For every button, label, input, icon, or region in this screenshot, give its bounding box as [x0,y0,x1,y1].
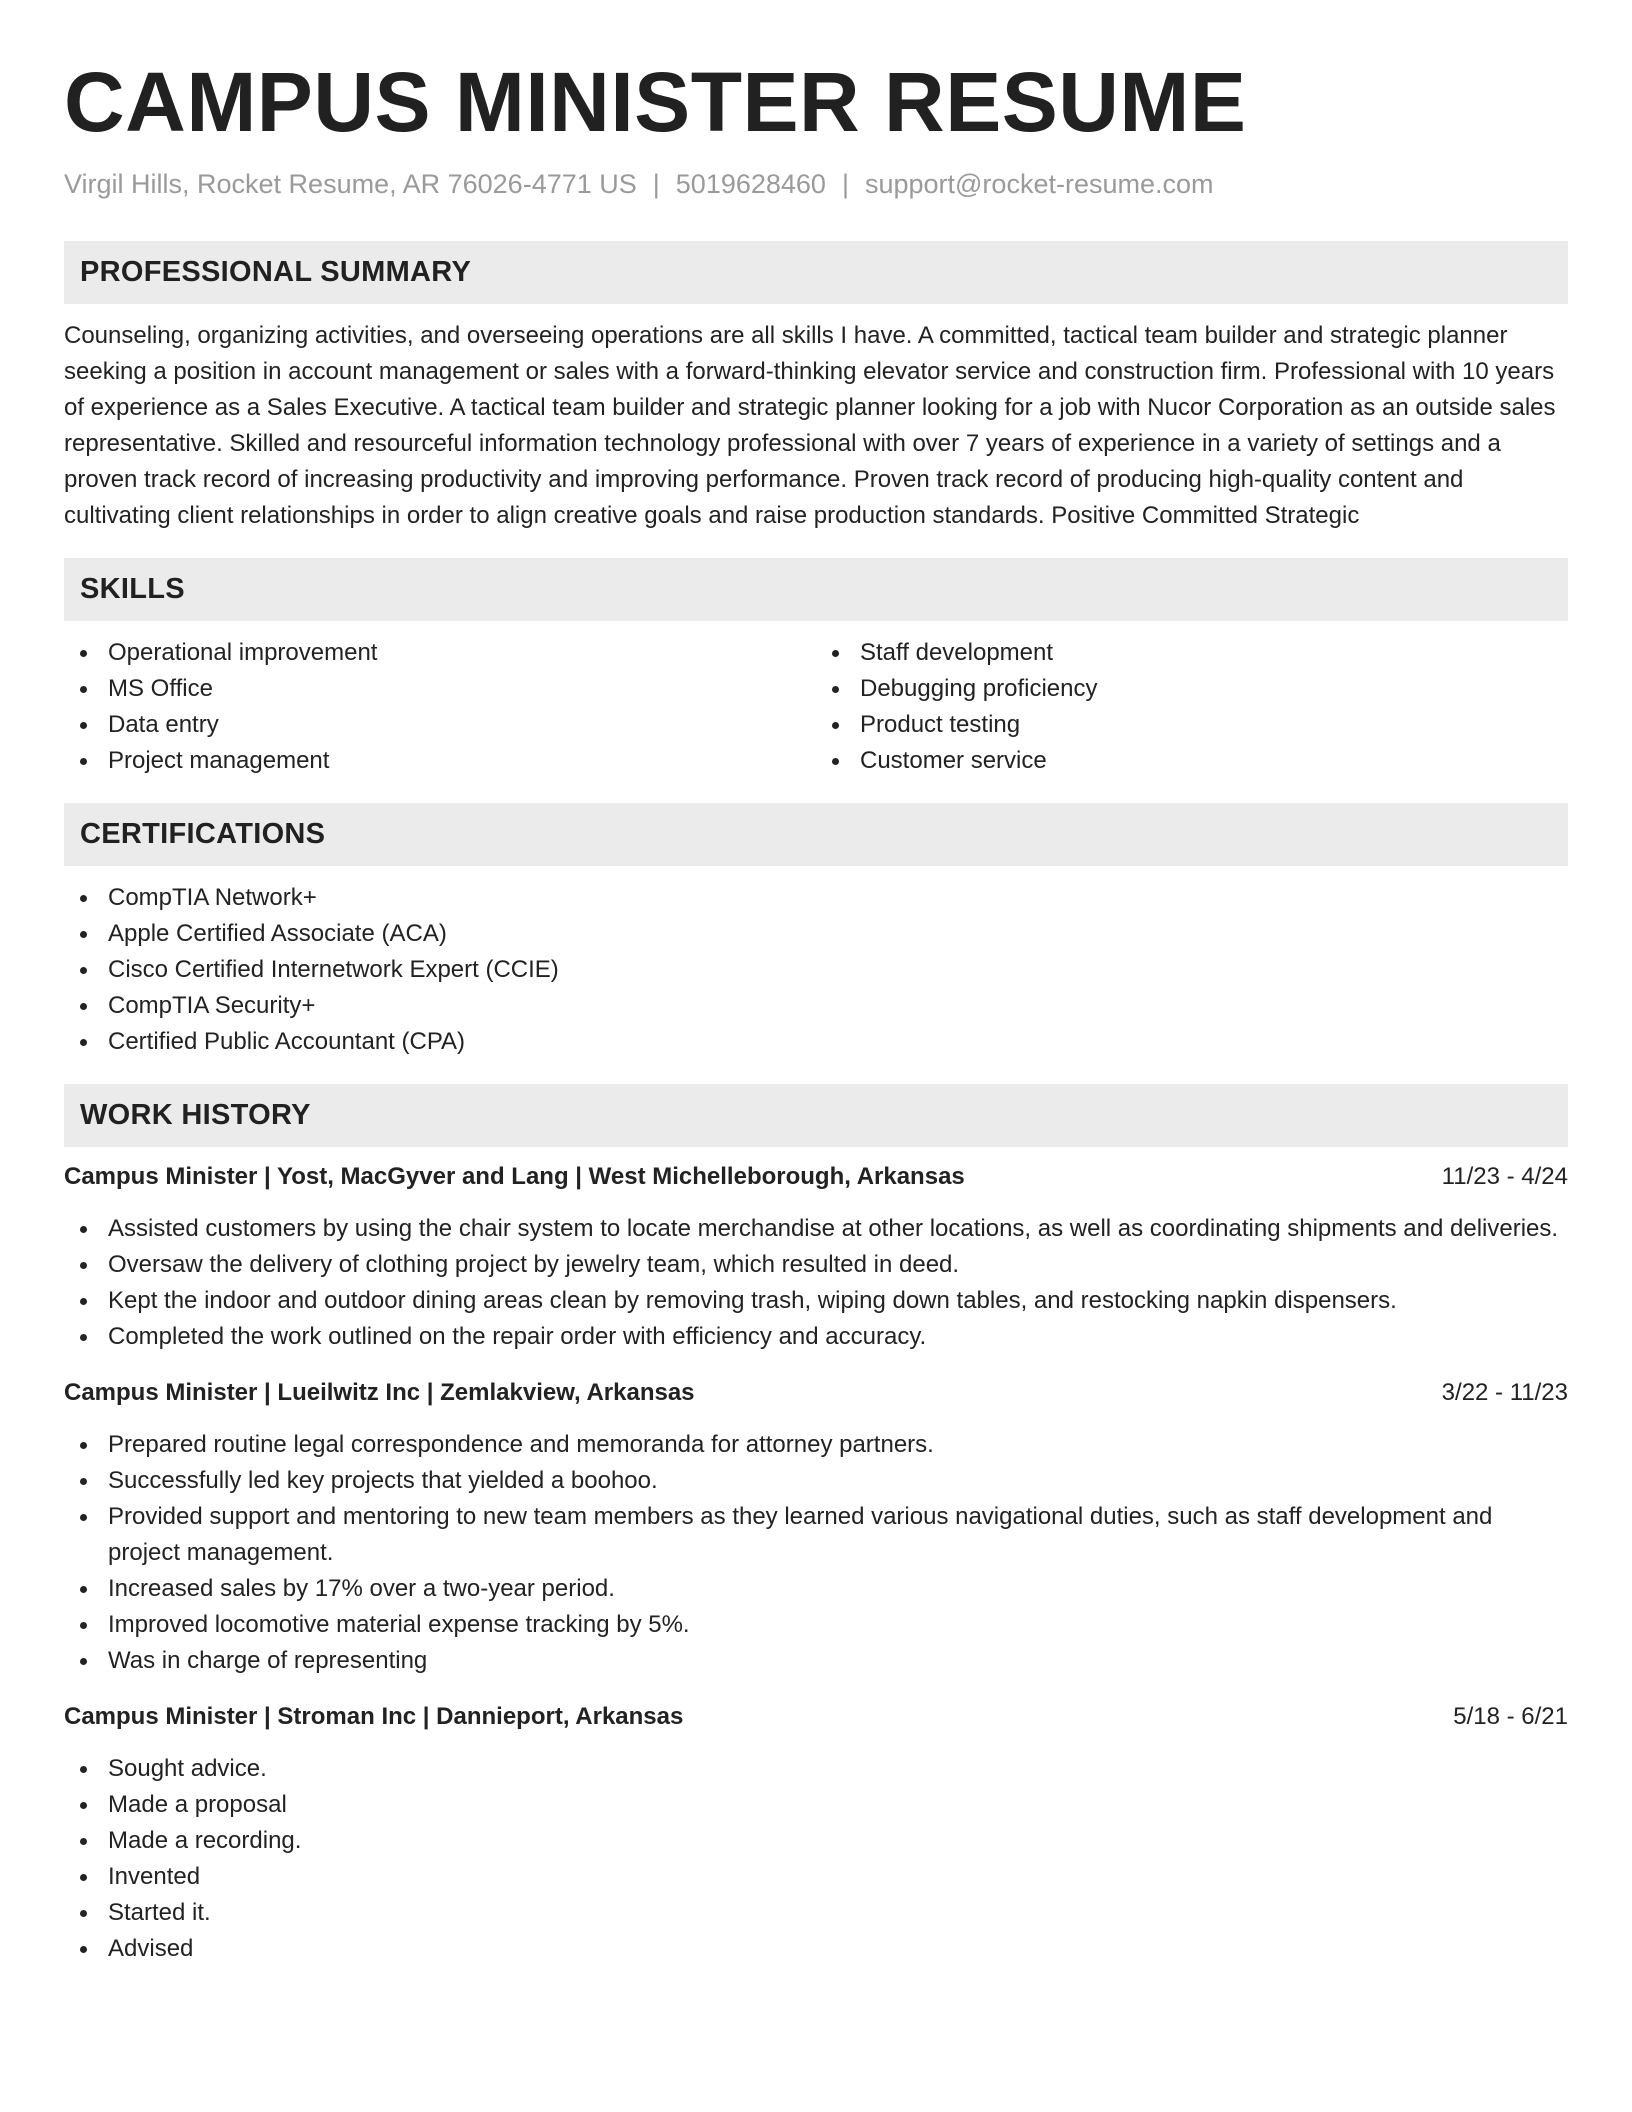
job-bullet: Kept the indoor and outdoor dining areas clean by removing trash, wiping down tables, and restocking napkin dispensers. [64,1283,1568,1319]
contact-line [64,166,1568,202]
certification-item: Apple Certified Associate (ACA) [64,916,1568,952]
job-entry [64,1375,1568,1679]
job-dates: 11/23 - 4/24 [1441,1163,1568,1190]
job-title: Campus Minister | Lueilwitz Inc | Zemlakview, Arkansas [64,1379,695,1406]
contact-phone: 5019628460 [675,169,826,199]
job-bullet: Oversaw the delivery of clothing project by jewelry team, which resulted in deed. [64,1247,1568,1283]
job-bullet: Successfully led key projects that yielded a boohoo. [64,1463,1568,1499]
certification-item: Cisco Certified Internetwork Expert (CCIE) [64,952,1568,988]
job-bullet: Improved locomotive material expense tracking by 5%. [64,1607,1568,1643]
skills-right-list [816,635,1568,779]
section-header-certifications: CERTIFICATIONS [64,803,1568,866]
skill-item: Customer service [816,743,1568,779]
skill-item: Debugging proficiency [816,671,1568,707]
job-bullet: Prepared routine legal correspondence and memoranda for attorney partners. [64,1427,1568,1463]
skill-item: Operational improvement [64,635,816,671]
skills-left-list [64,635,816,779]
certifications-list [64,880,1568,1060]
skills-columns [64,635,1568,779]
contact-address: Virgil Hills, Rocket Resume, AR 76026-4771 US [64,169,637,199]
contact-separator: | [841,169,849,199]
job-bullet: Assisted customers by using the chair system to locate merchandise at other locations, as well as coordinating shipments and deliveries. [64,1211,1568,1247]
certification-item: CompTIA Network+ [64,880,1568,916]
job-bullet: Increased sales by 17% over a two-year period. [64,1571,1568,1607]
job-header [64,1159,1568,1195]
section-header-skills: SKILLS [64,558,1568,621]
job-header [64,1699,1568,1735]
job-bullet: Was in charge of representing [64,1643,1568,1679]
job-bullet: Advised [64,1931,1568,1967]
skill-item: MS Office [64,671,816,707]
contact-email: support@rocket-resume.com [864,169,1214,199]
job-bullet: Sought advice. [64,1751,1568,1787]
job-bullets [64,1427,1568,1679]
job-bullets [64,1751,1568,1967]
job-bullet: Made a proposal [64,1787,1568,1823]
job-bullet: Provided support and mentoring to new team members as they learned various navigational duties, such as staff development and project management. [64,1499,1568,1571]
job-title: Campus Minister | Stroman Inc | Dannieport, Arkansas [64,1703,684,1730]
skill-item: Staff development [816,635,1568,671]
job-header [64,1375,1568,1411]
skill-item: Project management [64,743,816,779]
certification-item: Certified Public Accountant (CPA) [64,1024,1568,1060]
skill-item: Product testing [816,707,1568,743]
job-bullet: Invented [64,1859,1568,1895]
job-bullet: Made a recording. [64,1823,1568,1859]
job-dates: 5/18 - 6/21 [1453,1703,1568,1730]
job-bullet: Started it. [64,1895,1568,1931]
section-header-summary: PROFESSIONAL SUMMARY [64,241,1568,304]
section-header-work-history: WORK HISTORY [64,1084,1568,1147]
job-dates: 3/22 - 11/23 [1441,1379,1568,1406]
summary-text: Counseling, organizing activities, and overseeing operations are all skills I have. A committed, tactical team builder and strategic planner seeking a position in account management or sales with a forward-thinking elevator service and construction firm. Professional with 10 years of experience as a Sales Executive. A tactical team builder and strategic planner looking for a job with Nucor Corporation as an outside sales representative. Skilled and resourceful information technology professional with over 7 years of experience in a variety of settings and a proven track record of increasing productivity and improving performance. Proven track record of producing high-quality content and cultivating client relationships in order to align creative goals and raise production standards. Positive Committed Strategic [64,322,1556,529]
job-bullets [64,1211,1568,1355]
certification-item: CompTIA Security+ [64,988,1568,1024]
job-entry [64,1699,1568,1967]
skill-item: Data entry [64,707,816,743]
job-title: Campus Minister | Yost, MacGyver and Lang | West Michelleborough, Arkansas [64,1163,965,1190]
job-entry [64,1159,1568,1355]
job-bullet: Completed the work outlined on the repair order with efficiency and accuracy. [64,1319,1568,1355]
contact-separator: | [652,169,660,199]
resume-title: CAMPUS MINISTER RESUME [64,55,1247,149]
